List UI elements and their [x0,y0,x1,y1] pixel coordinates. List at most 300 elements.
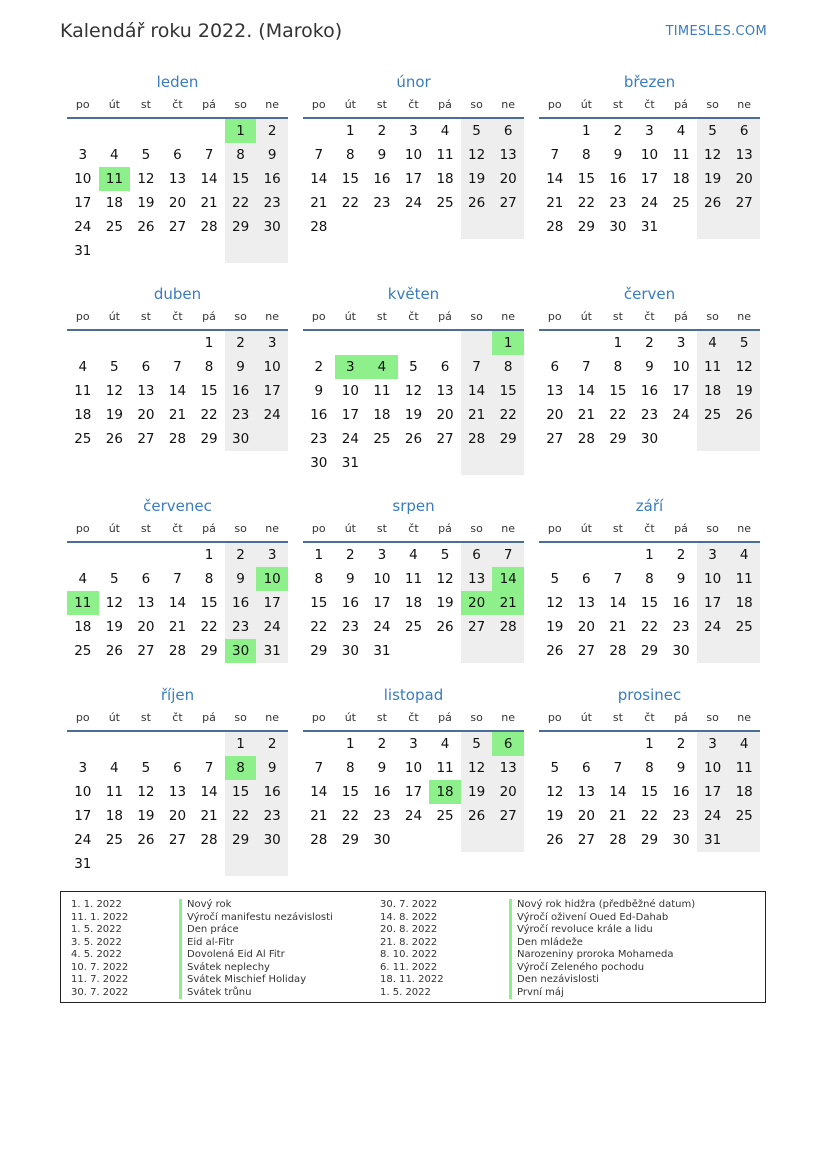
day-cell-empty [398,331,430,355]
day-cell: 25 [74,643,92,659]
legend-holiday-name: Narozeniny proroka Mohameda [517,949,674,960]
weekday-label: čt [172,711,183,724]
weekday-label: po [311,711,326,724]
day-cell: 15 [225,167,257,191]
day-cell: 9 [377,760,387,776]
legend-holiday-name: Svátek Mischief Holiday [187,974,307,985]
day-cell: 25 [672,195,690,211]
weekday-header [67,305,288,331]
day-cell-empty [130,852,162,876]
day-cell: 16 [609,171,627,187]
legend-date: 6. 11. 2022 [380,961,438,973]
weekday-label: ne [737,711,752,724]
legend-right-dates [380,899,444,999]
day-cell: 10 [640,147,659,163]
day-cell: 27 [436,431,454,447]
weekday-label: ne [265,522,280,535]
weekday-label: pá [202,310,216,323]
day-cell: 21 [546,195,564,211]
day-cell: 20 [436,407,454,423]
weekday-label: čt [644,522,655,535]
day-cell: 30 [609,219,627,235]
weekday-label: čt [644,98,655,111]
day-cell: 2 [613,123,623,139]
day-cell: 21 [200,195,218,211]
day-cell-empty [602,732,634,756]
day-cell: 4 [78,571,88,587]
day-cell: 1 [582,123,591,139]
weekday-label: st [376,310,387,323]
legend-left-dates [71,899,128,999]
day-cell: 4 [440,736,450,752]
day-cell: 29 [640,643,659,659]
day-cell-empty [162,852,194,876]
legend-date: 4. 5. 2022 [71,949,122,960]
legend-date: 30. 7. 2022 [71,986,129,998]
weekday-header [67,517,288,543]
day-cell: 14 [546,171,564,187]
weekday-label: pá [674,711,688,724]
day-cell: 8 [346,147,355,163]
day-cell: 15 [225,780,257,804]
weekday-label: ne [265,711,280,724]
day-cell: 26 [105,431,123,447]
day-cell-empty [366,331,398,355]
days-grid [67,543,288,663]
weekday-label: st [140,310,151,323]
day-cell-empty [303,119,335,143]
day-cell: 9 [225,355,257,379]
day-cell: 28 [168,431,187,447]
day-cell-empty [162,119,194,143]
day-cell: 22 [225,804,257,828]
day-cell: 18 [436,171,454,187]
weekday-label: st [612,310,623,323]
day-cell: 30 [640,431,659,447]
day-cell: 25 [105,832,123,848]
legend-date: 10. 7. 2022 [71,961,129,973]
day-cell-empty [398,451,430,475]
weekday-label: st [140,522,151,535]
day-cell: 16 [225,379,257,403]
day-cell: 22 [310,619,328,635]
day-cell: 9 [676,760,686,776]
day-cell: 13 [492,143,524,167]
day-cell: 15 [577,171,595,187]
day-cell: 26 [137,832,155,848]
day-cell-holiday: 20 [461,591,493,615]
weekday-label: ne [265,310,280,323]
day-cell: 6 [173,760,182,776]
day-cell: 19 [137,808,155,824]
day-cell-empty [571,331,603,355]
weekday-label: út [344,711,356,724]
weekday-label: ne [737,98,752,111]
weekday-label: po [75,522,90,535]
day-cell: 5 [461,119,493,143]
day-cell: 10 [697,567,729,591]
weekday-header [539,706,760,732]
day-cell: 26 [137,219,155,235]
day-cell: 20 [137,407,155,423]
month-červenec [67,495,288,684]
day-cell: 14 [200,784,218,800]
month-červen [539,283,760,495]
day-cell: 18 [105,808,123,824]
day-cell: 11 [373,383,391,399]
day-cell: 27 [461,615,493,639]
day-cell: 31 [640,219,659,235]
month-name: prosinec [617,686,682,704]
day-cell: 30 [310,455,328,471]
day-cell: 8 [204,571,214,587]
weekday-label: ne [501,98,516,111]
day-cell-holiday: 1 [492,331,524,355]
day-cell: 20 [168,808,187,824]
weekday-label: pá [202,98,216,111]
day-cell: 16 [341,595,359,611]
day-cell-empty [335,215,367,239]
weekday-label: čt [172,522,183,535]
day-cell-empty [539,119,571,143]
day-cell: 24 [640,195,659,211]
day-cell: 9 [314,383,324,399]
day-cell: 24 [697,615,729,639]
day-cell: 19 [546,619,564,635]
day-cell: 11 [436,147,454,163]
day-cell: 7 [613,760,623,776]
day-cell: 18 [728,591,760,615]
day-cell: 18 [697,379,729,403]
day-cell: 29 [200,643,218,659]
day-cell: 15 [341,784,359,800]
day-cell: 26 [697,191,729,215]
weekday-label: so [234,310,247,323]
day-cell: 22 [640,808,659,824]
day-cell-empty [256,852,288,876]
day-cell-empty [492,451,524,475]
weekday-label: ne [501,522,516,535]
day-cell: 29 [310,643,328,659]
day-cell: 14 [577,383,595,399]
day-cell-empty [303,331,335,355]
day-cell: 19 [105,407,123,423]
days-grid [67,119,288,263]
day-cell: 31 [341,455,359,471]
weekday-label: po [311,522,326,535]
weekday-label: so [470,98,483,111]
day-cell: 19 [436,595,454,611]
day-cell: 8 [645,760,654,776]
day-cell: 25 [728,615,760,639]
legend-holiday-name: Nový rok hidžra (předběžné datum) [517,899,696,910]
day-cell: 30 [373,832,391,848]
legend-date: 1. 1. 2022 [71,899,122,910]
month-říjen [67,684,288,883]
day-cell-empty [492,215,524,239]
day-cell: 29 [341,832,359,848]
day-cell: 3 [78,760,88,776]
day-cell: 20 [137,619,155,635]
day-cell-empty [225,239,257,263]
day-cell: 10 [74,784,92,800]
weekday-header [67,93,288,119]
day-cell: 9 [225,567,257,591]
legend-date: 30. 7. 2022 [380,899,438,910]
day-cell: 4 [440,123,450,139]
day-cell: 19 [461,167,493,191]
days-grid [539,119,760,239]
day-cell-empty [162,543,194,567]
day-cell: 23 [256,191,288,215]
legend-holiday-name: Výročí Zeleného pochodu [517,961,645,973]
day-cell: 20 [168,195,187,211]
day-cell: 27 [168,219,187,235]
day-cell: 4 [78,359,88,375]
day-cell: 21 [200,808,218,824]
day-cell: 2 [225,331,257,355]
day-cell: 22 [200,407,218,423]
legend-holiday-name: Svátek trůnu [187,986,252,998]
day-cell: 1 [204,547,214,563]
month-name: květen [387,285,440,303]
day-cell-empty [665,427,697,451]
weekday-header [303,706,524,732]
day-cell-empty [256,427,288,451]
day-cell: 5 [550,760,560,776]
day-cell: 11 [404,571,423,587]
month-srpen [303,495,524,684]
day-cell: 27 [492,191,524,215]
day-cell: 8 [613,359,623,375]
day-cell: 19 [137,195,155,211]
day-cell-empty [461,451,493,475]
day-cell: 6 [550,359,560,375]
day-cell: 29 [200,431,218,447]
day-cell: 23 [609,195,627,211]
day-cell-empty [256,239,288,263]
day-cell-empty [539,543,571,567]
weekday-header [303,93,524,119]
day-cell: 13 [436,383,454,399]
day-cell: 24 [74,832,92,848]
month-name: listopad [383,686,444,704]
weekday-label: ne [501,711,516,724]
weekday-label: čt [408,522,419,535]
weekday-label: ne [265,98,280,111]
weekday-label: po [547,711,562,724]
day-cell-empty [67,732,99,756]
weekday-label: so [706,711,719,724]
day-cell-empty [429,639,461,663]
day-cell: 14 [609,595,627,611]
day-cell: 28 [461,427,493,451]
day-cell-empty [130,331,162,355]
day-cell: 6 [492,119,524,143]
day-cell: 30 [225,427,257,451]
day-cell: 19 [404,407,423,423]
day-cell: 20 [492,780,524,804]
day-cell: 24 [672,407,690,423]
month-květen [303,283,524,495]
day-cell: 14 [200,171,218,187]
day-cell: 24 [341,431,359,447]
day-cell: 13 [728,143,760,167]
days-grid [67,732,288,876]
weekday-label: po [75,98,90,111]
day-cell: 20 [546,407,564,423]
day-cell: 1 [346,123,355,139]
day-cell-holiday: 6 [492,732,524,756]
day-cell: 28 [310,832,328,848]
day-cell: 7 [492,543,524,567]
day-cell: 24 [256,615,288,639]
legend-holiday-name: Výročí revoluce krále a lidu [517,924,653,935]
day-cell: 27 [492,804,524,828]
day-cell-empty [99,852,131,876]
day-cell: 5 [728,331,760,355]
weekday-label: pá [202,711,216,724]
weekday-label: po [75,711,90,724]
day-cell: 7 [173,571,182,587]
weekday-label: po [547,522,562,535]
day-cell: 13 [546,383,564,399]
legend-right-names [509,899,695,999]
day-cell: 29 [577,219,595,235]
day-cell-empty [193,119,225,143]
day-cell: 19 [461,780,493,804]
day-cell: 25 [404,619,423,635]
day-cell: 5 [697,119,729,143]
weekday-label: út [108,522,120,535]
day-cell-holiday: 14 [492,567,524,591]
day-cell: 20 [728,167,760,191]
weekday-label: st [140,711,151,724]
day-cell: 4 [728,732,760,756]
weekday-label: st [612,711,623,724]
day-cell: 28 [609,832,627,848]
weekday-header [539,517,760,543]
day-cell: 24 [404,195,423,211]
day-cell: 20 [577,619,595,635]
day-cell: 25 [436,195,454,211]
day-cell: 15 [640,784,659,800]
weekday-label: pá [438,98,452,111]
day-cell: 16 [373,171,391,187]
weekday-label: čt [644,310,655,323]
day-cell-holiday: 21 [492,591,524,615]
legend-date: 18. 11. 2022 [380,974,444,985]
day-cell: 25 [105,219,123,235]
day-cell-empty [461,331,493,355]
days-grid [303,732,524,852]
day-cell-empty [225,852,257,876]
day-cell: 24 [404,808,423,824]
day-cell-empty [193,732,225,756]
day-cell: 26 [436,619,454,635]
day-cell: 17 [74,808,92,824]
day-cell: 4 [110,147,119,163]
weekday-header [67,706,288,732]
day-cell: 3 [256,331,288,355]
day-cell: 12 [546,784,564,800]
day-cell: 2 [377,123,387,139]
legend-holiday-name: Den mládeže [517,936,583,948]
month-listopad [303,684,524,883]
page-title: Kalendář roku 2022. (Maroko) [60,20,343,42]
day-cell-empty [429,451,461,475]
day-cell: 31 [256,639,288,663]
day-cell-empty [728,427,760,451]
day-cell: 10 [74,171,92,187]
day-cell: 10 [404,147,423,163]
day-cell: 9 [256,143,288,167]
day-cell: 22 [200,619,218,635]
day-cell-empty [193,239,225,263]
legend-holiday-name: První máj [517,986,564,998]
day-cell: 26 [546,832,564,848]
month-name: duben [153,285,202,303]
day-cell: 10 [256,355,288,379]
day-cell: 6 [582,571,591,587]
day-cell-empty [398,215,430,239]
day-cell: 7 [613,571,623,587]
day-cell: 11 [436,760,454,776]
day-cell: 26 [546,643,564,659]
day-cell: 21 [609,808,627,824]
weekday-label: út [344,310,356,323]
day-cell: 25 [728,804,760,828]
day-cell: 17 [404,171,423,187]
day-cell: 11 [105,784,123,800]
day-cell: 23 [373,808,391,824]
day-cell: 31 [74,243,92,259]
day-cell: 3 [697,543,729,567]
day-cell-empty [99,331,131,355]
legend-date: 8. 10. 2022 [380,949,438,960]
month-duben [67,283,288,495]
legend-date: 1. 5. 2022 [71,924,122,935]
day-cell: 26 [461,191,493,215]
weekday-label: ne [737,310,752,323]
day-cell: 22 [492,403,524,427]
day-cell: 4 [110,760,119,776]
day-cell: 18 [74,407,92,423]
day-cell: 2 [256,732,288,756]
day-cell: 1 [314,547,324,563]
day-cell: 8 [645,571,654,587]
day-cell: 10 [341,383,359,399]
brand-link[interactable]: TIMESLES.COM [665,24,767,39]
day-cell-empty [67,119,99,143]
day-cell-empty [99,119,131,143]
day-cell: 29 [640,832,659,848]
days-grid [303,543,524,663]
day-cell: 27 [577,832,595,848]
day-cell: 13 [492,756,524,780]
day-cell: 27 [546,431,564,447]
day-cell: 16 [672,595,690,611]
day-cell: 30 [672,643,690,659]
day-cell: 16 [310,407,328,423]
day-cell: 20 [492,167,524,191]
legend-holiday-name: Nový rok [187,899,232,910]
day-cell: 19 [697,167,729,191]
day-cell-empty [571,732,603,756]
weekday-label: pá [674,310,688,323]
day-cell: 3 [409,736,418,752]
day-cell: 9 [645,359,654,375]
